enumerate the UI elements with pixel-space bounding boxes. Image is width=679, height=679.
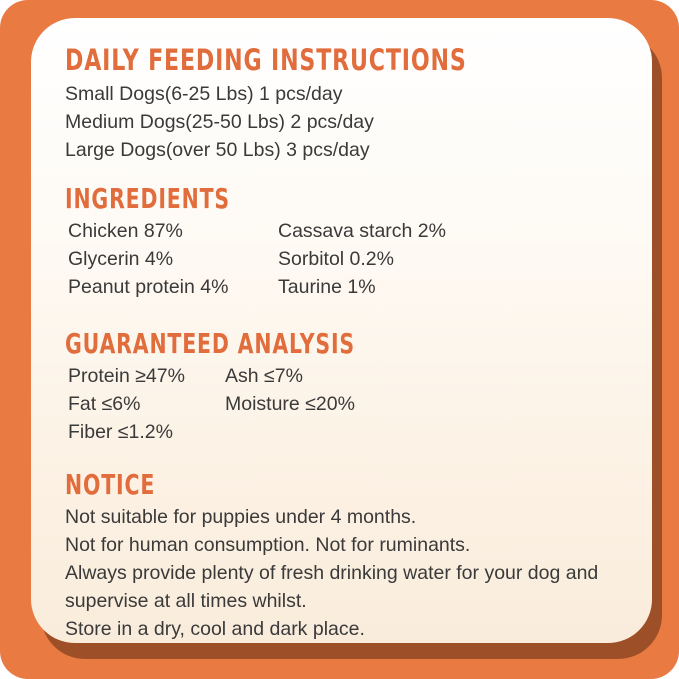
section-notice xyxy=(65,468,622,643)
ingredients-section-title: INGREDIENTS xyxy=(65,182,230,215)
notice-line: Always provide plenty of fresh drinking water for your dog and supervise at all times whilst. xyxy=(65,562,599,612)
feeding-line-medium: Medium Dogs(25-50 Lbs) 2 pcs/day xyxy=(65,111,374,133)
notice-line: Not for human consumption. Not for ruminants. xyxy=(65,534,471,556)
feeding-line-small: Small Dogs(6-25 Lbs) 1 pcs/day xyxy=(65,83,343,105)
ingredient-item: Chicken 87% xyxy=(68,220,183,242)
ingredients-left-column xyxy=(68,217,278,301)
notice-section-title: NOTICE xyxy=(65,468,156,501)
analysis-left-column xyxy=(68,362,225,446)
feeding-lines xyxy=(65,80,622,164)
section-ingredients xyxy=(65,182,622,301)
notice-line: Not suitable for puppies under 4 months. xyxy=(65,506,417,528)
notice-line: Store in a dry, cool and dark place. xyxy=(65,618,365,640)
ingredient-item: Glycerin 4% xyxy=(68,248,174,270)
ingredient-item: Sorbitol 0.2% xyxy=(278,248,394,270)
analysis-columns xyxy=(65,362,622,446)
ingredients-right-column xyxy=(278,217,622,301)
ingredient-item: Taurine 1% xyxy=(278,276,376,298)
analysis-item: Protein ≥47% xyxy=(68,365,185,387)
ingredient-item: Cassava starch 2% xyxy=(278,220,446,242)
analysis-right-column xyxy=(225,362,622,446)
analysis-item: Fiber ≤1.2% xyxy=(68,421,173,443)
analysis-item: Moisture ≤20% xyxy=(225,393,355,415)
analysis-item: Ash ≤7% xyxy=(225,365,303,387)
feeding-line-large: Large Dogs(over 50 Lbs) 3 pcs/day xyxy=(65,139,370,161)
section-analysis xyxy=(65,327,622,446)
analysis-item: Fat ≤6% xyxy=(68,393,141,415)
label-card xyxy=(31,18,652,643)
section-feeding xyxy=(65,43,622,164)
ingredients-columns xyxy=(65,217,622,301)
feeding-section-title: DAILY FEEDING INSTRUCTIONS xyxy=(65,43,467,78)
notice-lines xyxy=(65,503,622,643)
analysis-section-title: GUARANTEED ANALYSIS xyxy=(65,327,355,360)
ingredient-item: Peanut protein 4% xyxy=(68,276,229,298)
